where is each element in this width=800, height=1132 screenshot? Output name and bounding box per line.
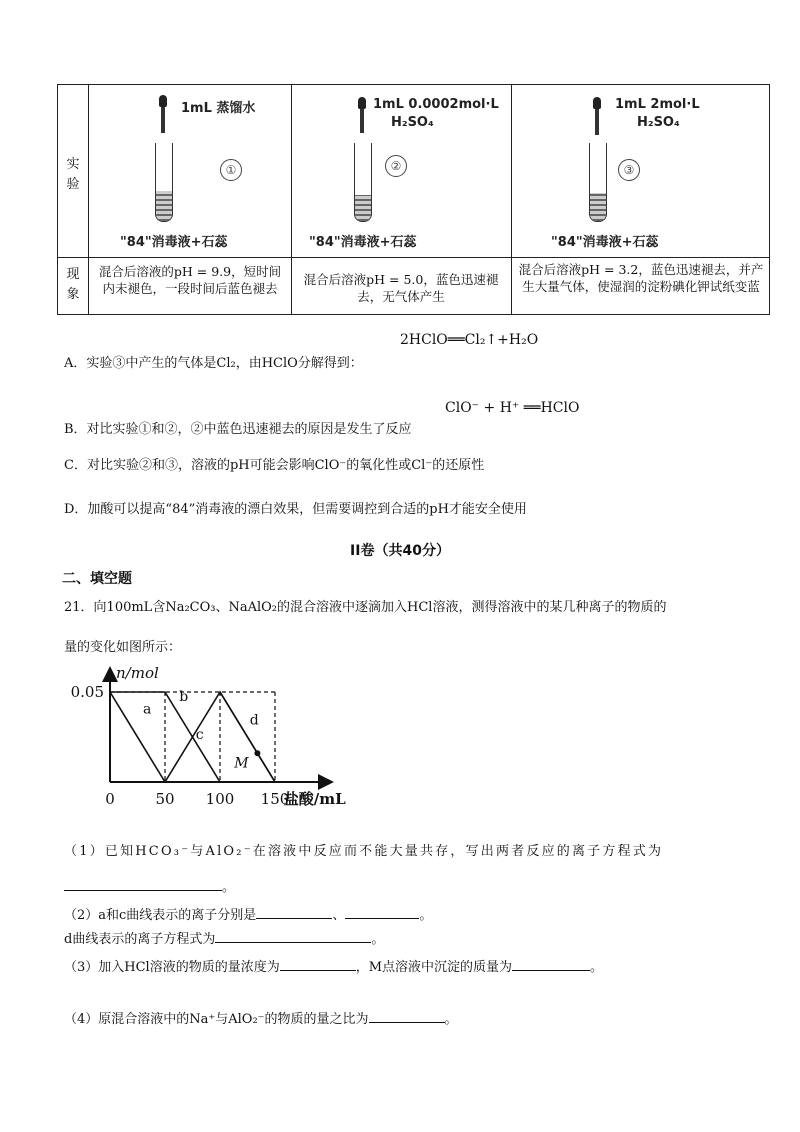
phenomenon-3: 混合后溶液pH = 3.2，蓝色迅速褪去，并产生大量气体，使湿润的淀粉碘化钾试纸变蓝 [518,262,764,294]
answer-blank[interactable] [215,928,371,943]
option-b: B．对比实验①和②，②中蓝色迅速褪去的原因是发生了反应 [64,422,412,437]
section-heading: 二、填空题 [62,571,132,587]
dropper-bulb-icon [593,97,601,109]
question-2-row [64,904,432,926]
question-3-end: 。 [590,960,604,975]
answer-blank[interactable] [256,904,332,919]
answer-blank[interactable] [345,904,419,919]
point-m-marker [254,750,260,756]
part-title: II卷（共40分） [350,543,450,559]
row-label-phenomenon-text: 现象 [66,267,80,302]
question-3: （3）加入HCl溶液的物质的量浓度为 [64,960,280,975]
answer-blank[interactable] [64,876,222,891]
dropper-icon [595,109,599,135]
option-d: D．加酸可以提高“84”消毒液的漂白效果，但需要调控到合适的pH才能安全使用 [64,502,527,517]
reagent-label: 1mL 2mol·L [615,97,700,112]
x-axis-label: 盐酸/mL [283,790,346,808]
tube-content-label: "84"消毒液+石蕊 [120,235,228,250]
question-21-line2: 量的变化如图所示： [64,640,182,655]
dropper-icon [161,107,165,133]
question-2-sep: 、 [332,908,346,923]
y-tick-label: 0.05 [70,683,104,701]
phenomenon-1: 混合后溶液的pH = 9.9，短时间内未褪色，一段时间后蓝色褪去 [98,264,282,296]
series-line-a [110,692,165,782]
phenomenon-2: 混合后溶液pH = 5.0，蓝色迅速褪去，无气体产生 [303,272,499,304]
answer-blank[interactable] [369,1008,445,1023]
question-21-line1: 21．向100mL含Na₂CO₃、NaAlO₂的混合溶液中逐滴加入HCl溶液，测得溶液中的某几种离子的物质的 [64,600,667,615]
question-1-answer-row [64,876,235,898]
table-divider [58,257,769,258]
x-tick-label: 150 [260,790,290,808]
x-tick-label: 50 [155,790,175,808]
experiment-number: ② [385,155,407,177]
reagent-label-acid: H₂SO₄ [637,115,680,130]
reagent-label-acid: H₂SO₄ [391,115,434,130]
question-3-row [64,956,603,978]
dropper-bulb-icon [358,97,366,109]
answer-blank[interactable] [512,956,590,971]
x-tick-label: 0 [105,790,115,808]
question-2b-row [64,928,384,950]
experiment-1-figure [88,85,291,257]
series-label-b: b [179,689,189,705]
y-axis-label: n/mol [116,664,159,682]
test-tube-icon [589,143,607,222]
question-4: （4）原混合溶液中的Na⁺与AlO₂⁻的物质的量之比为 [64,1012,369,1027]
answer-blank[interactable] [280,956,356,971]
option-b-equation: ClO⁻ + H⁺ ══HClO [445,400,580,416]
series-label-a: a [143,701,152,718]
test-tube-icon [155,143,173,222]
question-2b: d曲线表示的离子方程式为 [64,932,216,947]
series-label-d: d [249,712,259,729]
question-2: （2）a和c曲线表示的离子分别是 [64,908,257,923]
dropper-bulb-icon [159,95,167,107]
tube-content-label: "84"消毒液+石蕊 [309,235,417,250]
series-label-c: c [195,726,204,743]
experiment-table [57,84,770,315]
dropper-icon [360,109,364,133]
reagent-label: 1mL 0.0002mol·L [373,97,499,112]
row-label-phenomenon [58,265,88,305]
experiment-number: ① [220,159,242,181]
tube-content-label: "84"消毒液+石蕊 [551,235,659,250]
test-tube-icon [354,143,372,222]
experiment-3-figure [511,85,769,257]
question-2b-end: 。 [371,932,385,947]
option-a-equation: 2HClO══Cl₂↑+H₂O [400,332,539,348]
question-1-end: 。 [222,880,236,895]
option-c: C．对比实验②和③，溶液的pH可能会影响ClO⁻的氧化性或Cl⁻的还原性 [64,458,485,473]
row-label-experiment-text: 实验 [66,157,80,192]
x-tick-label: 100 [205,790,235,808]
reagent-label: 1mL 蒸馏水 [181,101,256,116]
option-a: A．实验③中产生的气体是Cl₂，由HClO分解得到： [64,356,363,371]
question-3-mid: ，M点溶液中沉淀的质量为 [355,960,513,975]
experiment-2-figure [291,85,511,257]
point-m-label: M [234,755,249,772]
question-4-row [64,1008,458,1030]
question-1: （1）已知HCO₃⁻与AlO₂⁻在溶液中反应而不能大量共存，写出两者反应的离子方程式为 [64,844,664,859]
question-2-end: 。 [419,908,433,923]
ion-amount-chart [60,660,380,810]
experiment-number: ③ [618,159,640,181]
row-label-experiment [58,155,88,195]
question-4-end: 。 [444,1012,458,1027]
